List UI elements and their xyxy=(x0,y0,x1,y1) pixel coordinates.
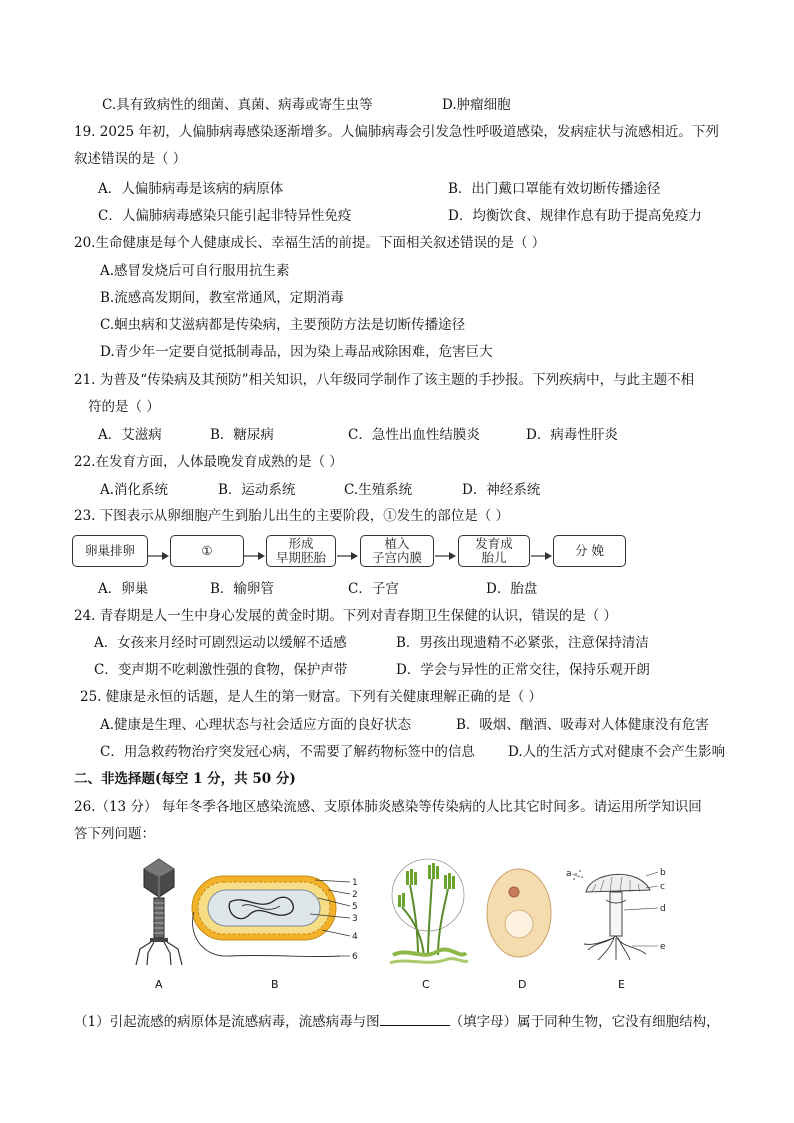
q21-stem-line1: 21. 为普及“传染病及其预防”相关知识，八年级同学制作了该主题的手抄报。下列疾病中，与此主题不相 xyxy=(74,372,695,388)
q22-option-c: C.生殖系统 xyxy=(344,482,413,498)
mushroom-part-e: e xyxy=(660,942,666,952)
q19-option-c: C．人偏肺病毒感染只能引起非特异性免疫 xyxy=(98,208,352,224)
q23-option-a: A．卵巢 xyxy=(98,581,149,597)
virus-figure xyxy=(134,857,184,967)
mushroom-part-b: b xyxy=(660,868,666,878)
q24-stem: 24. 青春期是人一生中身心发展的黄金时期。下列对青春期卫生保健的认识，错误的是（ ） xyxy=(74,608,618,624)
q25-stem: 25. 健康是永恒的话题，是人生的第一财富。下列有关健康理解正确的是（ ） xyxy=(80,689,543,705)
q23-stem: 23. 下图表示从卵细胞产生到胎儿出生的主要阶段，①发生的部位是（ ） xyxy=(74,508,510,524)
q21-option-d: D．病毒性肝炎 xyxy=(526,427,618,443)
mushroom-part-a: a xyxy=(566,869,572,879)
yeast-figure xyxy=(484,866,554,961)
q21-option-a: A．艾滋病 xyxy=(98,427,162,443)
flow-step-fetus: 发育成 胎儿 xyxy=(458,535,530,567)
bacterium-part-5: 5 xyxy=(352,902,358,912)
mushroom-part-d: d xyxy=(660,904,666,914)
bacterium-figure xyxy=(190,872,370,967)
bacterium-part-4: 4 xyxy=(352,932,358,942)
q23-option-c: C．子宫 xyxy=(348,581,399,597)
bacterium-part-6: 6 xyxy=(352,952,358,962)
figure-label-a: A xyxy=(155,978,163,991)
q20-option-c: C.蛔虫病和艾滋病都是传染病，主要预防方法是切断传播途径 xyxy=(100,317,466,333)
flow-arrow-icon xyxy=(148,551,170,561)
bacterium-part-3: 3 xyxy=(352,914,358,924)
q20-stem: 20.生命健康是每个人健康成长、幸福生活的前提。下面相关叙述错误的是（ ） xyxy=(74,235,546,251)
q21-option-b: B．糖尿病 xyxy=(210,427,274,443)
q22-stem: 22.在发育方面，人体最晚发育成熟的是（ ） xyxy=(74,454,343,470)
flow-arrow-icon xyxy=(435,551,457,561)
answer-blank[interactable] xyxy=(380,1011,450,1026)
mold-figure xyxy=(388,855,468,970)
figure-label-b: B xyxy=(271,978,279,991)
q19-option-b: B．出门戴口罩能有效切断传播途径 xyxy=(448,181,661,197)
flow-step-delivery: 分 娩 xyxy=(553,535,626,567)
q19-option-d: D．均衡饮食、规律作息有助于提高免疫力 xyxy=(448,208,702,224)
q22-option-a: A.消化系统 xyxy=(100,482,169,498)
bacterium-part-2: 2 xyxy=(352,890,358,900)
q18-option-d: D.肿瘤细胞 xyxy=(442,97,511,113)
flow-arrow-icon xyxy=(244,551,266,561)
q24-option-c: C．变声期不吃刺激性强的食物，保护声带 xyxy=(94,662,348,678)
q24-option-a: A．女孩来月经时可剧烈运动以缓解不适感 xyxy=(94,635,347,651)
flow-step-ovulation: 卵巢排卵 xyxy=(72,535,148,567)
mushroom-part-c: c xyxy=(660,882,665,892)
q25-option-b: B．吸烟、酗酒、吸毒对人体健康没有危害 xyxy=(456,717,709,733)
q20-option-d: D.青少年一定要自觉抵制毒品，因为染上毒品戒除困难，危害巨大 xyxy=(100,344,493,360)
q21-option-c: C．急性出血性结膜炎 xyxy=(348,427,480,443)
q19-option-a: A．人偏肺病毒是该病的病原体 xyxy=(98,181,284,197)
bacterium-part-1: 1 xyxy=(352,878,358,888)
section-heading: 二、非选择题(每空 1 分，共 50 分) xyxy=(74,771,296,787)
q25-option-a: A.健康是生理、心理状态与社会适应方面的良好状态 xyxy=(100,717,412,733)
q18-option-c: C.具有致病性的细菌、真菌、病毒或寄生虫等 xyxy=(102,97,373,113)
q23-option-d: D．胎盘 xyxy=(486,581,538,597)
flow-step-1: ① xyxy=(170,535,244,567)
figure-label-d: D xyxy=(518,978,527,991)
q19-stem-line1: 19. 2025 年初，人偏肺病毒感染逐渐增多。人偏肺病毒会引发急性呼吸道感染，发病症状与流感相近。下列 xyxy=(74,124,719,140)
q24-option-d: D．学会与异性的正常交往，保持乐观开朗 xyxy=(396,662,650,678)
q26-stem-line2: 答下列问题： xyxy=(74,826,155,842)
q25-option-d: D.人的生活方式对健康不会产生影响 xyxy=(508,744,726,760)
flow-step-implantation: 植入 子宫内膜 xyxy=(360,535,434,567)
q22-option-b: B．运动系统 xyxy=(218,482,296,498)
q26-sub1-text-b: （填字母）属于同种生物，它没有细胞结构， xyxy=(449,1014,720,1030)
q22-option-d: D．神经系统 xyxy=(462,482,541,498)
figure-label-c: C xyxy=(422,978,430,991)
flow-arrow-icon xyxy=(337,551,359,561)
q21-stem-line2: 符的是（ ） xyxy=(88,399,160,415)
q24-option-b: B．男孩出现遗精不必紧张，注意保持清洁 xyxy=(396,635,649,651)
flow-arrow-icon xyxy=(531,551,553,561)
q26-stem-line1: 26.（13 分） 每年冬季各地区感染流感、支原体肺炎感染等传染病的人比其它时间多。请运用所学知识回 xyxy=(74,799,702,815)
q25-option-c: C．用急救药物治疗突发冠心病，不需要了解药物标签中的信息 xyxy=(100,744,475,760)
q20-option-a: A.感冒发烧后可自行服用抗生素 xyxy=(100,263,290,279)
q20-option-b: B.流感高发期间，教室常通风，定期消毒 xyxy=(100,290,344,306)
mushroom-figure xyxy=(566,864,676,964)
q26-sub1 xyxy=(74,1011,720,1031)
flow-step-early-embryo: 形成 早期胚胎 xyxy=(266,535,336,567)
q19-stem-line2: 叙述错误的是（ ） xyxy=(74,151,187,167)
q23-option-b: B．输卵管 xyxy=(210,581,274,597)
figure-label-e: E xyxy=(618,978,625,991)
q26-sub1-text-a: （1）引起流感的病原体是流感病毒，流感病毒与图 xyxy=(74,1014,380,1030)
